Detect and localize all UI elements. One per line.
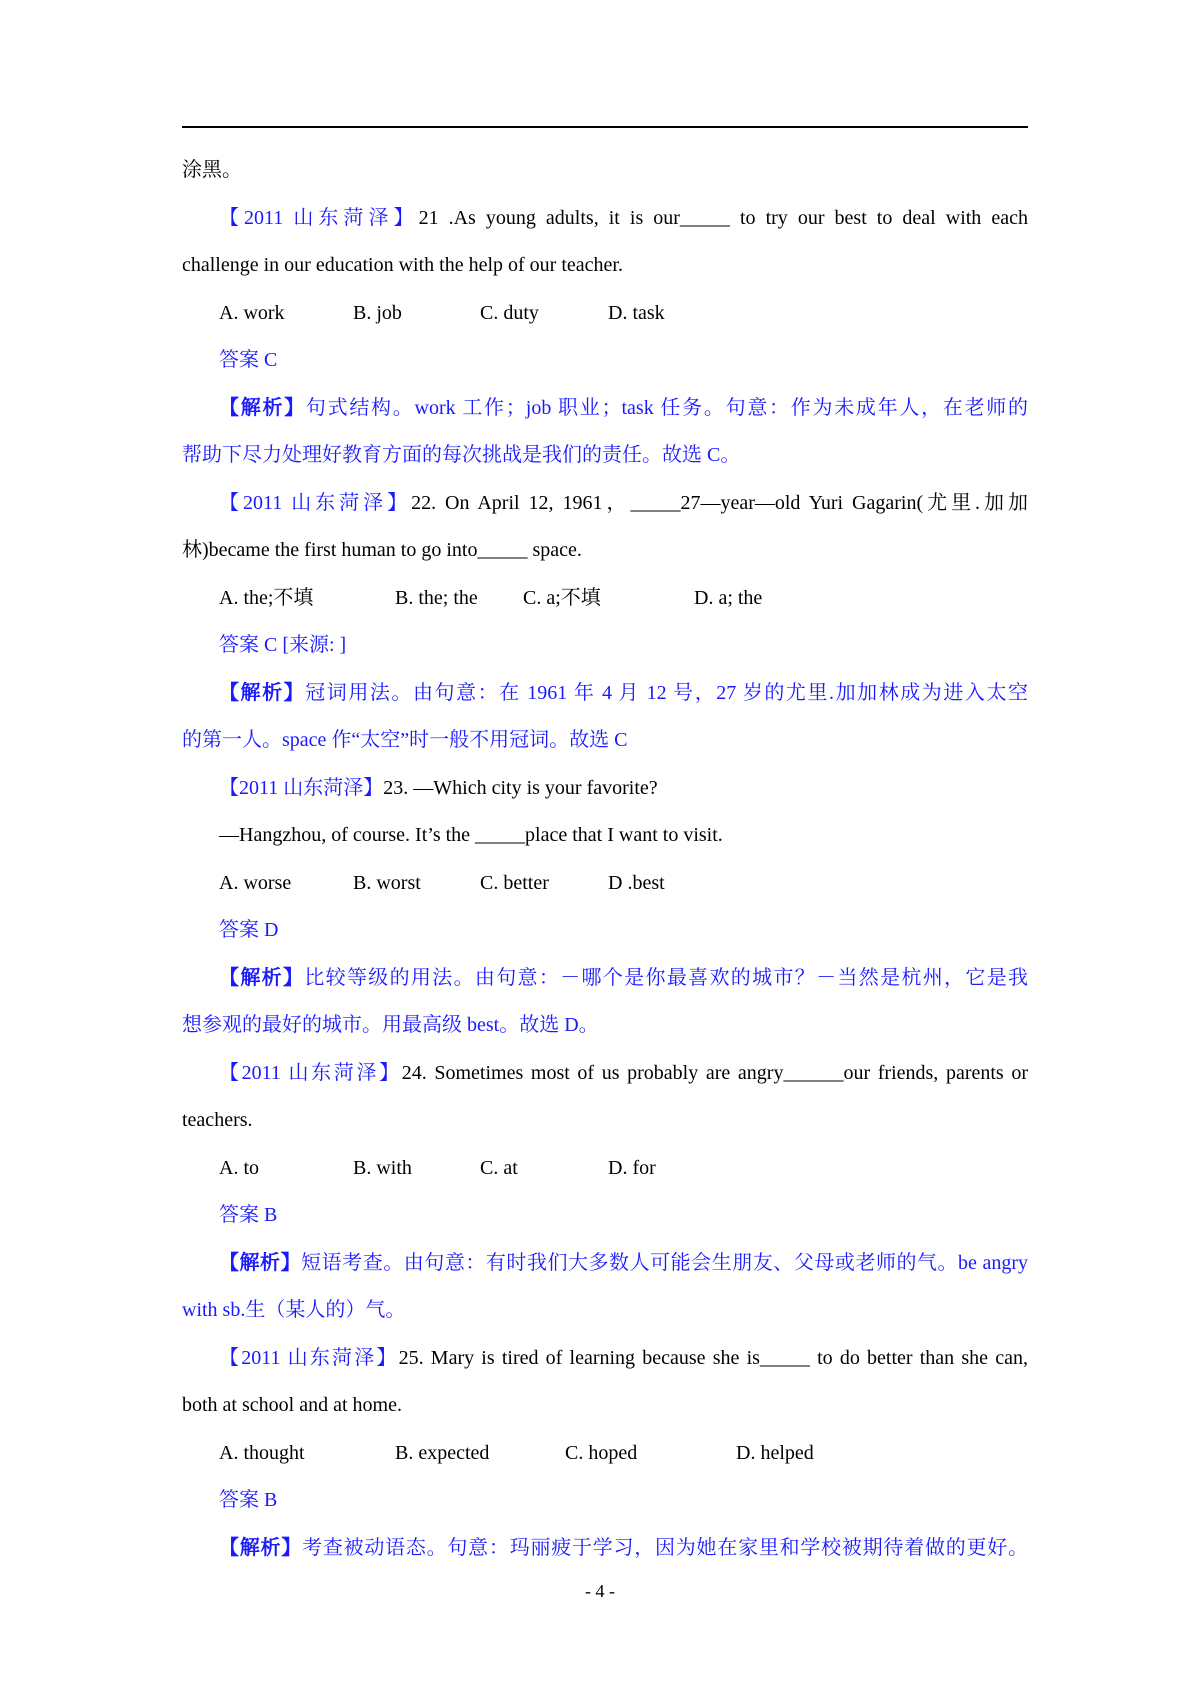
option-b: B. with — [353, 1157, 412, 1179]
option-c: C. hoped — [565, 1442, 638, 1464]
analysis-text: 句式结构。work 工作；job 职业；task 任务。句意：作为未成年人，在老师的 — [305, 397, 1028, 419]
option-c: C. a;不填 — [523, 587, 601, 609]
option-d: D .best — [608, 872, 665, 894]
analysis-tag: 【解析】 — [219, 967, 305, 989]
continuation-text: 涂黑。 — [182, 159, 242, 181]
option-c: C. better — [480, 872, 549, 894]
question-text: 21 .As young adults, it is our_____ to try our best to deal with each — [418, 207, 1028, 229]
question-23-line1 — [219, 776, 1028, 800]
analysis-24-line2: with sb.生（某人的）气。 — [182, 1299, 406, 1321]
analysis-22-line2: 的第一人。space 作“太空”时一般不用冠词。故选 C — [182, 729, 628, 751]
question-21-line2: challenge in our education with the help of our teacher. — [182, 254, 623, 276]
option-a: A. worse — [219, 872, 292, 894]
option-c: C. duty — [480, 302, 539, 324]
question-source: 【2011 山东菏泽】 — [219, 492, 412, 514]
question-text: 24. Sometimes most of us probably are angry______our friends, parents or — [401, 1062, 1028, 1084]
analysis-text: 冠词用法。由句意：在 1961 年 4 月 12 号，27 岁的尤里.加加林成为进入太空 — [305, 682, 1029, 704]
question-source: 【2011 山东菏泽】 — [219, 1062, 402, 1084]
answer-21: 答案 C — [219, 349, 278, 371]
question-text: 23. —Which city is your favorite? — [383, 777, 658, 799]
analysis-tag: 【解析】 — [219, 1252, 302, 1274]
option-d: D. for — [608, 1157, 656, 1179]
question-22-line2: 林)became the first human to go into_____ space. — [182, 539, 582, 561]
question-24-line1 — [219, 1061, 1028, 1085]
question-text: 25. Mary is tired of learning because she is_____ to do better than she can, — [398, 1347, 1028, 1369]
analysis-24-line1 — [219, 1251, 1028, 1275]
analysis-21-line1 — [219, 396, 1028, 420]
question-23-line2: —Hangzhou, of course. It’s the _____place that I want to visit. — [219, 824, 723, 846]
question-source: 【2011 山东菏泽】 — [219, 207, 419, 229]
option-a: A. thought — [219, 1442, 305, 1464]
analysis-22-line1 — [219, 681, 1028, 705]
analysis-text: 短语考查。由句意：有时我们大多数人可能会生朋友、父母或老师的气。be angry — [301, 1252, 1029, 1274]
answer-24: 答案 B — [219, 1204, 278, 1226]
option-b: B. the; the — [395, 587, 478, 609]
question-22-line1 — [219, 491, 1028, 515]
answer-23: 答案 D — [219, 919, 279, 941]
analysis-23-line1 — [219, 966, 1028, 990]
question-source: 【2011 山东菏泽】 — [219, 777, 384, 799]
question-text: 22. On April 12, 1961，_____27—year—old Yuri Gagarin(尤里.加加 — [411, 492, 1028, 514]
option-a: A. to — [219, 1157, 259, 1179]
page-number: - 4 - — [585, 1581, 615, 1601]
analysis-text: 考查被动语态。句意：玛丽疲于学习，因为她在家里和学校被期待着做的更好。 — [302, 1537, 1029, 1559]
question-source: 【2011 山东菏泽】 — [219, 1347, 399, 1369]
option-d: D. a; the — [694, 587, 763, 609]
option-b: B. job — [353, 302, 402, 324]
option-d: D. task — [608, 302, 665, 324]
analysis-text: 比较等级的用法。由句意：－哪个是你最喜欢的城市？－当然是杭州，它是我 — [304, 967, 1029, 989]
answer-22: 答案 C [来源: ] — [219, 634, 347, 656]
analysis-23-line2: 想参观的最好的城市。用最高级 best。故选 D。 — [182, 1014, 599, 1036]
analysis-25-line1 — [219, 1536, 1028, 1560]
option-b: B. expected — [395, 1442, 490, 1464]
question-25-line1 — [219, 1346, 1028, 1370]
option-a: A. work — [219, 302, 285, 324]
question-21-line1 — [219, 206, 1028, 230]
analysis-tag: 【解析】 — [219, 682, 306, 704]
analysis-21-line2: 帮助下尽力处理好教育方面的每次挑战是我们的责任。故选 C。 — [182, 444, 741, 466]
option-c: C. at — [480, 1157, 518, 1179]
header-rule — [182, 126, 1028, 128]
option-b: B. worst — [353, 872, 421, 894]
option-d: D. helped — [736, 1442, 814, 1464]
question-25-line2: both at school and at home. — [182, 1394, 402, 1416]
answer-25: 答案 B — [219, 1489, 278, 1511]
analysis-tag: 【解析】 — [219, 397, 306, 419]
question-24-line2: teachers. — [182, 1109, 253, 1131]
analysis-tag: 【解析】 — [219, 1537, 303, 1559]
option-a: A. the;不填 — [219, 587, 314, 609]
